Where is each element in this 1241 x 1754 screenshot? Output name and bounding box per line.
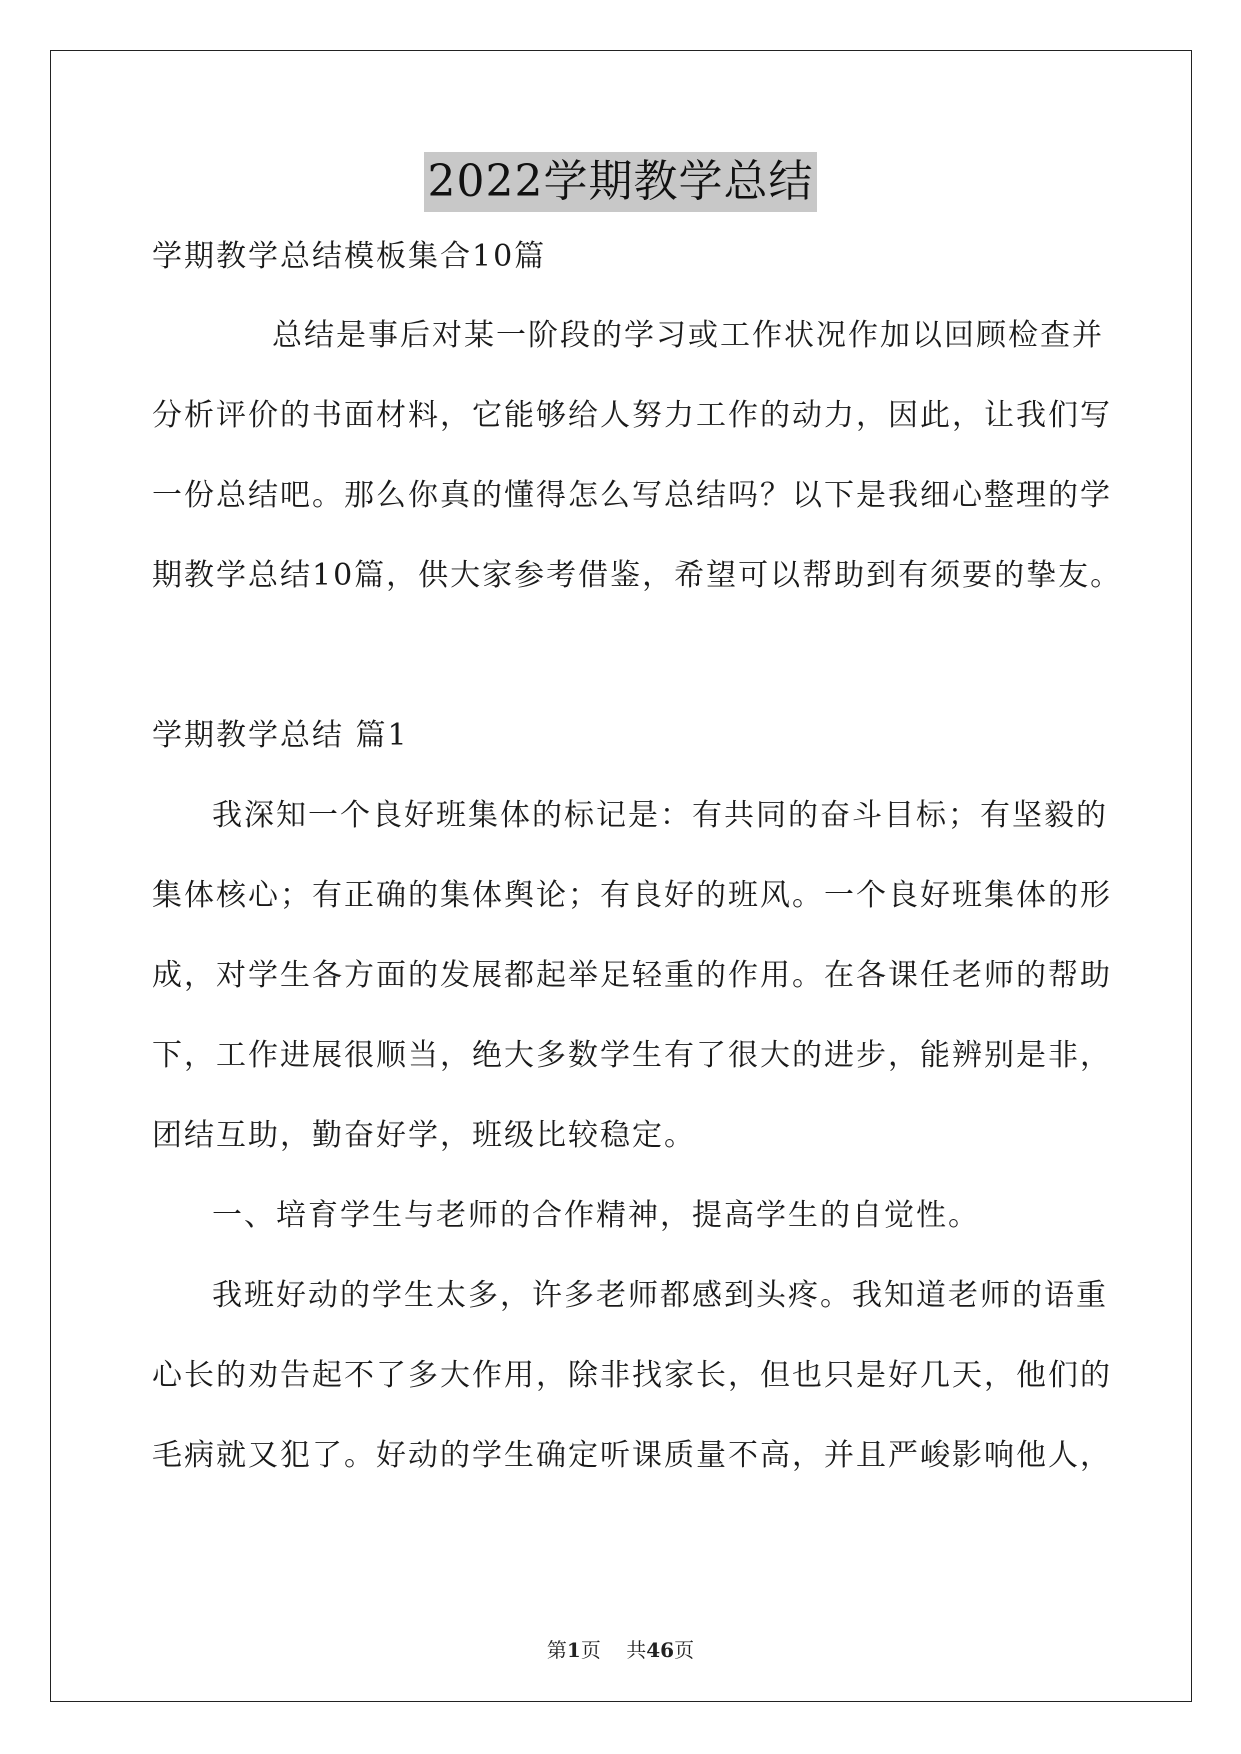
paragraph-line: 团结互助，勤奋好学，班级比较稳定。 — [152, 1118, 696, 1153]
footer-middle: 页 共 — [580, 1638, 647, 1662]
paragraph-line: 成，对学生各方面的发展都起举足轻重的作用。在各课任老师的帮助 — [152, 958, 1112, 993]
paragraph-line: 我深知一个良好班集体的标记是：有共同的奋斗目标；有坚毅的 — [212, 798, 1108, 833]
document-title: 2022学期教学总结 — [424, 152, 818, 212]
footer-prefix: 第 — [546, 1638, 567, 1662]
paragraph-line: 分析评价的书面材料，它能够给人努力工作的动力，因此，让我们写 — [152, 398, 1112, 433]
paragraph-line: 一份总结吧。那么你真的懂得怎么写总结吗？以下是我细心整理的学 — [152, 478, 1112, 513]
page-footer — [0, 1636, 1241, 1664]
title-wrapper — [0, 152, 1241, 212]
paragraph-line: 期教学总结10篇，供大家参考借鉴，希望可以帮助到有须要的挚友。 — [152, 558, 1123, 593]
paragraph-line: 集体核心；有正确的集体舆论；有良好的班风。一个良好班集体的形 — [152, 878, 1112, 913]
paragraph-line: 心长的劝告起不了多大作用，除非找家长，但也只是好几天，他们的 — [152, 1358, 1112, 1393]
paragraph-line: 下，工作进展很顺当，绝大多数学生有了很大的进步，能辨别是非， — [152, 1038, 1112, 1073]
paragraph-line: 我班好动的学生太多，许多老师都感到头疼。我知道老师的语重 — [212, 1278, 1108, 1313]
paragraph-line: 毛病就又犯了。好动的学生确定听课质量不高，并且严峻影响他人， — [152, 1438, 1112, 1473]
document-subtitle: 学期教学总结模板集合10篇 — [152, 239, 547, 274]
paragraph-line: 总结是事后对某一阶段的学习或工作状况作加以回顾检查并 — [272, 318, 1104, 353]
section-heading: 学期教学总结 篇1 — [152, 718, 409, 753]
footer-page-number: 1 — [566, 1638, 581, 1662]
footer-suffix: 页 — [674, 1638, 695, 1662]
footer-total-pages: 46 — [646, 1638, 675, 1662]
subheading-line: 一、培育学生与老师的合作精神，提高学生的自觉性。 — [212, 1198, 980, 1233]
